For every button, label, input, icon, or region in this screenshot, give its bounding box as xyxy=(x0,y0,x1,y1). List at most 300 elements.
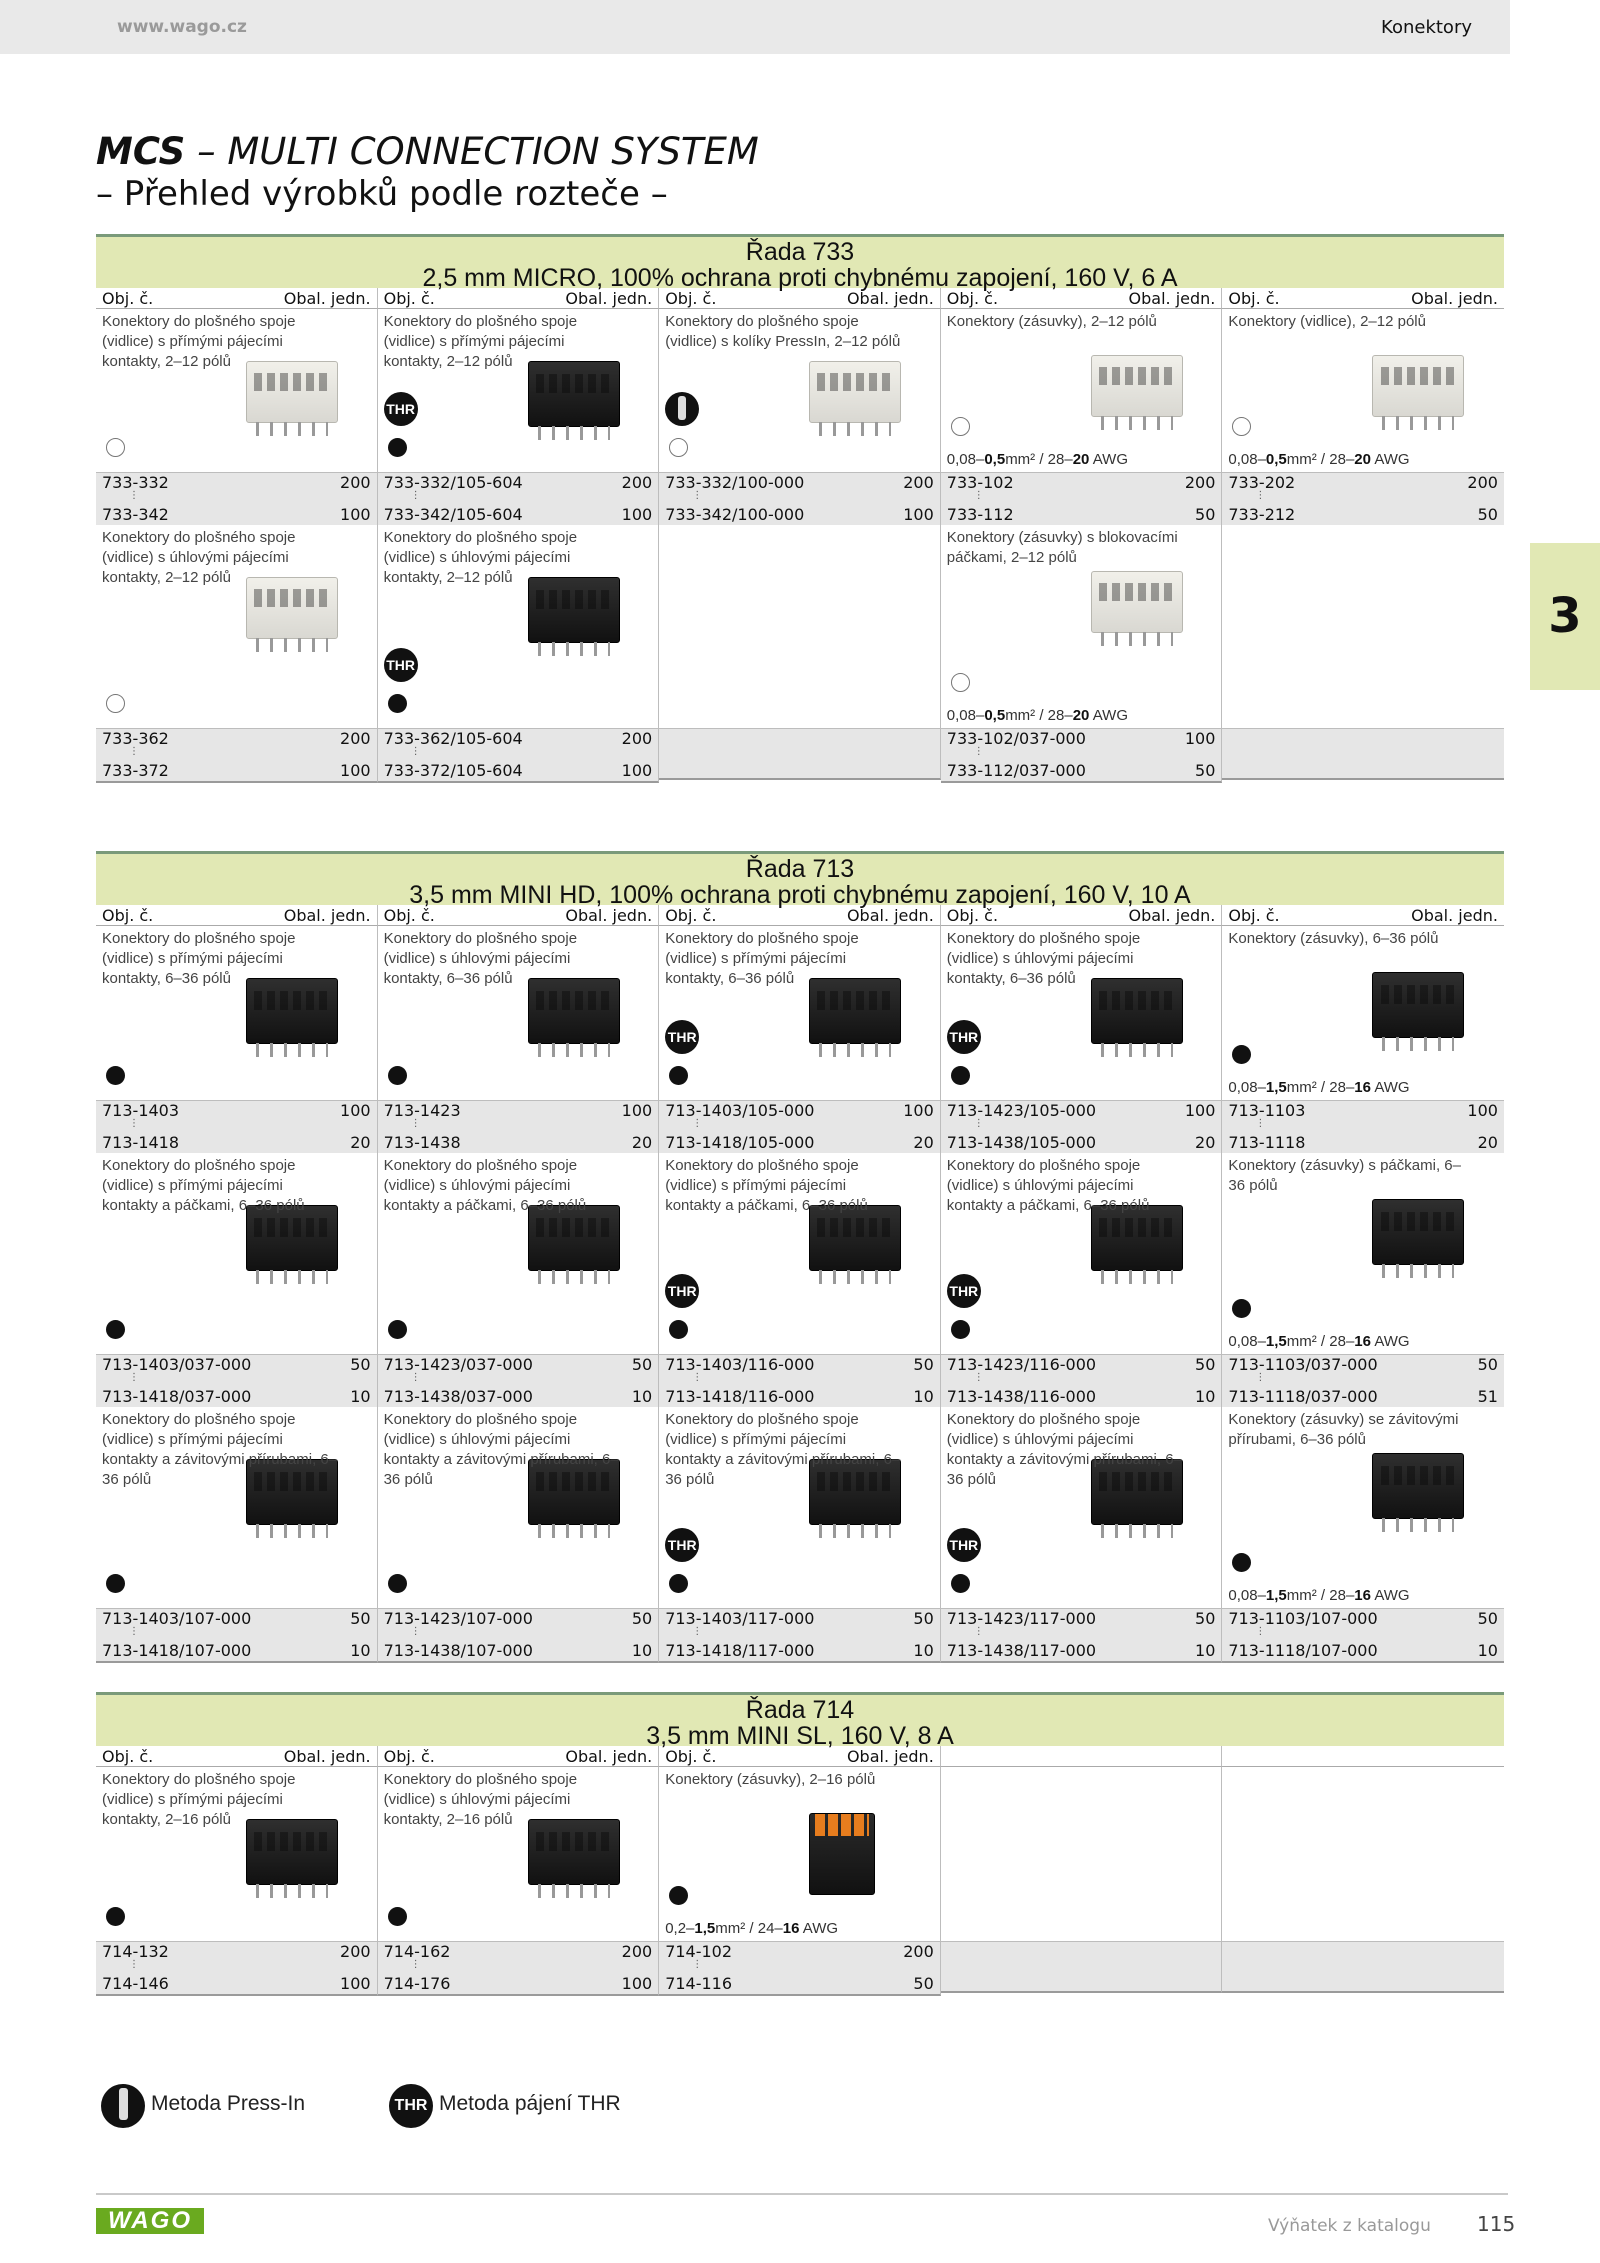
product-pins xyxy=(538,426,610,440)
product-slots xyxy=(817,373,893,391)
item-number[interactable]: 713-1418/117-000 xyxy=(665,1641,815,1660)
product-cell[interactable] xyxy=(659,309,941,472)
order-line[interactable] xyxy=(384,505,653,525)
item-number[interactable]: 713-1118/037-000 xyxy=(1228,1387,1378,1406)
col-obj-label: Obj. č. xyxy=(665,906,717,925)
pack-unit: 100 xyxy=(340,1974,371,1993)
col-obal-label: Obal. jedn. xyxy=(1411,906,1498,925)
item-number[interactable]: 713-1423/116-000 xyxy=(946,1355,1097,1374)
availability-dot xyxy=(106,694,125,713)
pack-unit: 10 xyxy=(1477,1641,1498,1660)
wire-range-part: 16 xyxy=(782,1920,800,1937)
availability-dot xyxy=(106,1907,125,1926)
item-number[interactable]: 714-102 xyxy=(665,1942,733,1961)
wire-range-part: AWG xyxy=(1089,707,1129,724)
product-slots xyxy=(254,1218,330,1237)
order-cell xyxy=(1222,1608,1504,1663)
order-line[interactable] xyxy=(102,1641,371,1661)
product-cell[interactable] xyxy=(659,1153,941,1354)
wire-range-part: 0,5 xyxy=(984,451,1006,468)
series-spec: 3,5 mm MINI SL, 160 V, 8 A xyxy=(646,1722,954,1750)
col-obj-label: Obj. č. xyxy=(665,289,717,308)
order-cell xyxy=(378,472,660,525)
description-row xyxy=(96,309,1504,472)
col-obj-label: Obj. č. xyxy=(1228,289,1280,308)
range-dots: ⋮ xyxy=(410,1959,421,1970)
wire-range xyxy=(1228,1332,1409,1352)
availability-dot xyxy=(951,1574,970,1593)
wire-range-part: 0,08– xyxy=(946,707,985,724)
availability-dot xyxy=(1232,1045,1251,1064)
order-cell xyxy=(941,1100,1223,1153)
order-line[interactable] xyxy=(665,473,934,493)
item-number[interactable]: 713-1423/105-000 xyxy=(946,1101,1097,1120)
item-number[interactable]: 713-1403/037-000 xyxy=(102,1355,252,1374)
product-cell xyxy=(941,1767,1223,1941)
product-slots xyxy=(254,991,330,1010)
product-cell[interactable] xyxy=(96,1407,378,1608)
product-slots xyxy=(817,991,893,1010)
product-cell[interactable] xyxy=(1222,309,1504,472)
product-pins xyxy=(256,638,328,652)
product-description: Konektory do plošného spoje (vidlice) s úhlovými pájecími kontakty, 2–12 pólů xyxy=(102,529,296,586)
pack-unit: 50 xyxy=(1477,1609,1498,1628)
item-number[interactable]: 733-102/037-000 xyxy=(946,729,1086,748)
pack-unit: 50 xyxy=(350,1355,371,1374)
order-cell xyxy=(96,728,378,783)
pressin-icon xyxy=(101,2084,145,2128)
product-cell[interactable] xyxy=(941,1153,1223,1354)
order-line[interactable] xyxy=(1228,1101,1498,1121)
product-cell[interactable] xyxy=(1222,1153,1504,1354)
range-dots: ⋮ xyxy=(973,1118,984,1129)
order-line[interactable] xyxy=(102,1387,371,1407)
column-header xyxy=(659,905,941,926)
item-number[interactable]: 733-342/105-604 xyxy=(383,505,523,524)
product-cell[interactable] xyxy=(96,1767,378,1941)
pack-unit: 100 xyxy=(621,761,653,780)
pack-unit: 10 xyxy=(631,1641,653,1660)
pack-unit: 100 xyxy=(1467,1101,1498,1120)
product-slots xyxy=(536,374,612,393)
item-number[interactable]: 713-1103 xyxy=(1228,1101,1306,1120)
item-number[interactable]: 733-362/105-604 xyxy=(383,729,523,748)
product-description: Konektory do plošného spoje (vidlice) s přímými pájecími kontakty a závitovými přírubami, 6–36 pólů xyxy=(665,1411,901,1488)
site-url[interactable]: www.wago.cz xyxy=(117,17,247,37)
item-number[interactable]: 713-1418 xyxy=(102,1133,180,1152)
order-line[interactable] xyxy=(947,1387,1216,1407)
item-number[interactable]: 733-212 xyxy=(1228,505,1296,524)
pack-unit: 100 xyxy=(1184,729,1216,748)
pack-unit: 50 xyxy=(1195,505,1216,524)
item-number[interactable]: 713-1103/107-000 xyxy=(1228,1609,1378,1628)
column-header-row xyxy=(96,1746,1504,1767)
pack-unit: 20 xyxy=(913,1133,934,1152)
product-description: Konektory do plošného spoje (vidlice) s úhlovými pájecími kontakty, 2–12 pólů xyxy=(383,529,578,586)
order-line[interactable] xyxy=(384,1609,653,1629)
product-slots xyxy=(1099,367,1175,385)
order-line[interactable] xyxy=(384,1387,653,1407)
order-line[interactable] xyxy=(1228,1641,1498,1661)
item-number[interactable]: 733-362 xyxy=(102,729,169,748)
item-number[interactable]: 713-1438 xyxy=(383,1133,461,1152)
product-pins xyxy=(538,1884,610,1898)
item-number[interactable]: 733-342/100-000 xyxy=(665,505,805,524)
order-line[interactable] xyxy=(1228,1609,1498,1629)
product-cell[interactable] xyxy=(378,1407,660,1608)
product-pins xyxy=(1101,1524,1173,1538)
item-number[interactable]: 713-1418/105-000 xyxy=(665,1133,815,1152)
availability-dot xyxy=(388,1066,407,1085)
order-line[interactable] xyxy=(102,1974,371,1994)
order-line[interactable] xyxy=(947,505,1216,525)
section-title: Konektory xyxy=(1381,17,1472,38)
order-line[interactable] xyxy=(1228,1133,1498,1153)
item-number[interactable]: 713-1438/037-000 xyxy=(383,1387,533,1406)
range-dots: ⋮ xyxy=(692,1372,703,1383)
range-dots: ⋮ xyxy=(410,746,421,757)
range-dots: ⋮ xyxy=(129,1118,139,1129)
product-cell[interactable] xyxy=(378,1767,660,1941)
pack-unit: 50 xyxy=(631,1355,653,1374)
item-number[interactable]: 713-1103/037-000 xyxy=(1228,1355,1378,1374)
product-cell[interactable] xyxy=(96,926,378,1100)
wire-range-part: mm² / 24– xyxy=(715,1920,783,1937)
pack-unit: 51 xyxy=(1477,1387,1498,1406)
wire-range-part: AWG xyxy=(1370,451,1410,468)
product-cell[interactable] xyxy=(96,309,378,472)
order-line[interactable] xyxy=(665,1942,934,1962)
item-number[interactable]: 713-1418/116-000 xyxy=(665,1387,815,1406)
pack-unit: 200 xyxy=(903,1942,934,1961)
item-number[interactable]: 713-1403/116-000 xyxy=(665,1355,815,1374)
wire-range-part: 0,08– xyxy=(1228,1587,1266,1604)
pack-unit: 50 xyxy=(1477,1355,1498,1374)
availability-dot xyxy=(669,1886,688,1905)
item-number[interactable]: 733-112 xyxy=(946,505,1014,524)
wire-range-part: 0,5 xyxy=(984,707,1006,724)
item-number[interactable]: 733-332 xyxy=(102,473,169,492)
product-pins xyxy=(256,422,328,436)
order-line[interactable] xyxy=(947,1355,1216,1375)
wire-range-part: 1,5 xyxy=(1265,1079,1287,1096)
product-image xyxy=(1091,571,1183,633)
availability-dot xyxy=(951,673,970,692)
wire-range-part: 0,2– xyxy=(665,1920,695,1937)
pack-unit: 100 xyxy=(621,1101,653,1120)
product-cell[interactable] xyxy=(941,926,1223,1100)
col-obj-label: Obj. č. xyxy=(102,289,154,308)
range-dots: ⋮ xyxy=(973,490,984,501)
product-description: Konektory do plošného spoje (vidlice) s přímými pájecími kontakty a páčkami, 6–36 pólů xyxy=(102,1157,305,1214)
wire-range-part: mm² / 28– xyxy=(1286,1333,1355,1350)
pack-unit: 50 xyxy=(1195,1355,1216,1374)
product-image xyxy=(1091,355,1183,417)
column-header xyxy=(1222,905,1504,926)
col-obj-label: Obj. č. xyxy=(102,1747,154,1766)
product-cell[interactable] xyxy=(378,1153,660,1354)
order-line[interactable] xyxy=(102,1355,371,1375)
range-dots: ⋮ xyxy=(410,1118,421,1129)
order-line[interactable] xyxy=(947,1609,1216,1629)
availability-dot xyxy=(388,438,407,457)
item-number[interactable]: 714-176 xyxy=(383,1974,451,1993)
item-number[interactable]: 733-202 xyxy=(1228,473,1296,492)
order-line[interactable] xyxy=(665,505,934,525)
pack-unit: 10 xyxy=(1195,1387,1216,1406)
order-line[interactable] xyxy=(384,1355,653,1375)
order-cell xyxy=(659,1354,941,1407)
order-line[interactable] xyxy=(102,473,371,493)
wire-range-part: 1,5 xyxy=(1265,1587,1287,1604)
product-cell[interactable] xyxy=(378,525,660,728)
order-line[interactable] xyxy=(665,1101,934,1121)
order-cell xyxy=(96,1608,378,1663)
product-cell[interactable] xyxy=(941,309,1223,472)
item-number[interactable]: 713-1118/107-000 xyxy=(1228,1641,1378,1660)
order-line[interactable] xyxy=(102,1942,371,1962)
code-row xyxy=(96,1354,1504,1407)
availability-dot xyxy=(388,1907,407,1926)
product-cell[interactable] xyxy=(941,525,1223,728)
product-slots xyxy=(1099,1218,1175,1237)
pack-unit: 100 xyxy=(903,1101,934,1120)
item-number[interactable]: 714-116 xyxy=(665,1974,733,1993)
order-line[interactable] xyxy=(384,1101,653,1121)
item-number[interactable]: 733-332/100-000 xyxy=(665,473,805,492)
pack-unit: 50 xyxy=(913,1974,934,1993)
pack-unit: 200 xyxy=(340,1942,371,1961)
product-cell[interactable] xyxy=(1222,1407,1504,1608)
item-number[interactable]: 733-332/105-604 xyxy=(383,473,523,492)
page-subtitle: – Přehled výrobků podle rozteče – xyxy=(96,174,668,214)
availability-dot xyxy=(106,1320,125,1339)
pressin-badge-icon xyxy=(665,392,699,426)
item-number[interactable]: 733-342 xyxy=(102,505,169,524)
col-obal-label: Obal. jedn. xyxy=(565,1747,653,1766)
product-pins xyxy=(1382,1037,1454,1051)
product-slots xyxy=(817,1218,893,1237)
item-number[interactable]: 713-1423/117-000 xyxy=(946,1609,1097,1628)
availability-dot xyxy=(951,417,970,436)
product-cell[interactable] xyxy=(659,1767,941,1941)
product-image xyxy=(809,361,901,423)
order-cell xyxy=(378,1354,660,1407)
product-cell[interactable] xyxy=(378,309,660,472)
product-slots xyxy=(254,589,330,607)
order-line[interactable] xyxy=(947,729,1216,749)
order-cell xyxy=(1222,728,1504,780)
col-obal-label: Obal. jedn. xyxy=(1128,289,1216,308)
description-row xyxy=(96,1153,1504,1354)
order-line[interactable] xyxy=(947,1641,1216,1661)
product-cell[interactable] xyxy=(659,926,941,1100)
item-number[interactable]: 713-1423 xyxy=(383,1101,461,1120)
order-cell xyxy=(941,728,1223,783)
wire-range-part: 20 xyxy=(1072,707,1090,724)
availability-dot xyxy=(951,1320,970,1339)
availability-dot xyxy=(388,1574,407,1593)
pack-unit: 50 xyxy=(350,1609,371,1628)
item-number[interactable]: 713-1403/105-000 xyxy=(665,1101,815,1120)
order-line[interactable] xyxy=(102,761,371,781)
pack-unit: 10 xyxy=(1195,1641,1216,1660)
order-line[interactable] xyxy=(1228,1387,1498,1407)
range-dots: ⋮ xyxy=(129,1959,139,1970)
product-description: Konektory do plošného spoje (vidlice) s úhlovými pájecími kontakty a závitovými přírubami, 6–36 pólů xyxy=(946,1411,1182,1488)
pack-unit: 20 xyxy=(1477,1133,1498,1152)
range-dots: ⋮ xyxy=(692,490,703,501)
order-cell xyxy=(96,1941,378,1996)
order-cell xyxy=(378,1608,660,1663)
product-description: Konektory do plošného spoje (vidlice) s úhlovými pájecími kontakty a páčkami, 6–36 pólů xyxy=(383,1157,587,1214)
footer-divider xyxy=(96,2193,1508,2195)
order-line[interactable] xyxy=(1228,1355,1498,1375)
order-line[interactable] xyxy=(384,1641,653,1661)
item-number[interactable]: 713-1438/107-000 xyxy=(383,1641,533,1660)
product-description: Konektory (zásuvky) s páčkami, 6–36 pólů xyxy=(1228,1157,1461,1194)
item-number[interactable]: 733-372/105-604 xyxy=(383,761,523,780)
pack-unit: 200 xyxy=(340,473,371,492)
order-line[interactable] xyxy=(665,1387,934,1407)
range-dots: ⋮ xyxy=(692,1118,703,1129)
order-line[interactable] xyxy=(384,729,653,749)
availability-dot xyxy=(1232,417,1251,436)
column-header xyxy=(378,1746,660,1767)
order-line[interactable] xyxy=(384,1133,653,1153)
item-number[interactable]: 713-1438/116-000 xyxy=(946,1387,1097,1406)
order-line[interactable] xyxy=(665,1355,934,1375)
product-pins xyxy=(1101,416,1173,430)
order-line[interactable] xyxy=(384,473,653,493)
item-number[interactable]: 713-1418/107-000 xyxy=(102,1641,252,1660)
item-number[interactable]: 713-1423/107-000 xyxy=(383,1609,533,1628)
product-cell[interactable] xyxy=(96,1153,378,1354)
wire-range-part: 0,08– xyxy=(1228,1079,1266,1096)
order-line[interactable] xyxy=(102,1609,371,1629)
pack-unit: 50 xyxy=(913,1609,934,1628)
column-header-row xyxy=(96,905,1504,926)
product-image xyxy=(1372,972,1464,1038)
item-number[interactable]: 713-1438/105-000 xyxy=(946,1133,1097,1152)
item-number[interactable]: 713-1438/117-000 xyxy=(946,1641,1097,1660)
product-cell[interactable] xyxy=(941,1407,1223,1608)
pack-unit: 200 xyxy=(621,473,653,492)
pack-unit: 10 xyxy=(631,1387,653,1406)
col-obal-label: Obal. jedn. xyxy=(565,906,653,925)
product-description: Konektory (vidlice), 2–12 pólů xyxy=(1228,313,1426,330)
description-row xyxy=(96,525,1504,728)
product-pins xyxy=(256,1524,328,1538)
order-line[interactable] xyxy=(1228,473,1498,493)
order-line[interactable] xyxy=(665,1609,934,1629)
code-row xyxy=(96,1100,1504,1153)
series-header xyxy=(96,851,1504,909)
order-cell xyxy=(378,1941,660,1996)
order-line[interactable] xyxy=(665,1974,934,1994)
item-number[interactable]: 733-102 xyxy=(946,473,1014,492)
order-line[interactable] xyxy=(384,1974,653,1994)
order-line[interactable] xyxy=(384,761,653,781)
col-obal-label: Obal. jedn. xyxy=(846,289,934,308)
product-pins xyxy=(1382,1264,1454,1278)
product-pins xyxy=(1382,416,1454,430)
description-row xyxy=(96,926,1504,1100)
pack-unit: 200 xyxy=(903,473,934,492)
order-line[interactable] xyxy=(1228,505,1498,525)
order-line[interactable] xyxy=(102,1101,371,1121)
item-number[interactable]: 713-1403 xyxy=(102,1101,180,1120)
product-cell[interactable] xyxy=(659,1407,941,1608)
range-dots: ⋮ xyxy=(410,490,421,501)
col-obj-label: Obj. č. xyxy=(946,906,999,925)
column-header xyxy=(941,288,1223,309)
item-number[interactable]: 714-146 xyxy=(102,1974,169,1993)
order-line[interactable] xyxy=(102,1133,371,1153)
series-header xyxy=(96,1692,1504,1750)
availability-dot xyxy=(388,694,407,713)
col-obj-label: Obj. č. xyxy=(665,1747,717,1766)
order-line[interactable] xyxy=(102,505,371,525)
column-header xyxy=(659,288,941,309)
product-image xyxy=(1372,1199,1464,1265)
item-number[interactable]: 713-1118 xyxy=(1228,1133,1306,1152)
item-number[interactable]: 713-1403/117-000 xyxy=(665,1609,815,1628)
order-line[interactable] xyxy=(947,1133,1216,1153)
product-cell[interactable] xyxy=(1222,926,1504,1100)
product-description: Konektory do plošného spoje (vidlice) s úhlovými pájecími kontakty, 6–36 pólů xyxy=(946,930,1141,987)
wire-range-part: 20 xyxy=(1354,451,1371,468)
order-line[interactable] xyxy=(665,1133,934,1153)
series-1 xyxy=(96,851,1504,1663)
pack-unit: 50 xyxy=(1477,505,1498,524)
product-slots xyxy=(536,991,612,1010)
range-dots: ⋮ xyxy=(129,1372,139,1383)
description-row xyxy=(96,1767,1504,1941)
order-line[interactable] xyxy=(947,1101,1216,1121)
product-description: Konektory do plošného spoje (vidlice) s přímými pájecími kontakty a páčkami, 6–36 pólů xyxy=(665,1157,868,1214)
order-line[interactable] xyxy=(102,729,371,749)
item-number[interactable]: 713-1418/037-000 xyxy=(102,1387,252,1406)
order-line[interactable] xyxy=(384,1942,653,1962)
item-number[interactable]: 713-1423/037-000 xyxy=(383,1355,533,1374)
availability-dot xyxy=(951,1066,970,1085)
order-line[interactable] xyxy=(947,761,1216,781)
pack-unit: 100 xyxy=(340,1101,371,1120)
item-number[interactable]: 713-1403/107-000 xyxy=(102,1609,252,1628)
thr-badge-icon: THR xyxy=(947,1274,981,1308)
product-slots xyxy=(536,1218,612,1237)
product-cell[interactable] xyxy=(96,525,378,728)
order-line[interactable] xyxy=(665,1641,934,1661)
col-obal-label: Obal. jedn. xyxy=(283,289,371,308)
item-number[interactable]: 714-132 xyxy=(102,1942,169,1961)
item-number[interactable]: 733-372 xyxy=(102,761,169,780)
product-cell xyxy=(659,525,941,728)
item-number[interactable]: 733-112/037-000 xyxy=(946,761,1086,780)
item-number[interactable]: 714-162 xyxy=(383,1942,451,1961)
product-slots xyxy=(1381,985,1457,1004)
col-obal-label: Obal. jedn. xyxy=(283,906,371,925)
range-dots: ⋮ xyxy=(1255,490,1266,501)
product-cell[interactable] xyxy=(378,926,660,1100)
wire-range xyxy=(1228,1078,1409,1098)
product-slots xyxy=(254,373,330,391)
order-cell xyxy=(1222,1354,1504,1407)
wire-range-part: AWG xyxy=(1370,1079,1410,1096)
legend-thr-label: Metoda pájení THR xyxy=(439,2092,621,2115)
order-line[interactable] xyxy=(947,473,1216,493)
